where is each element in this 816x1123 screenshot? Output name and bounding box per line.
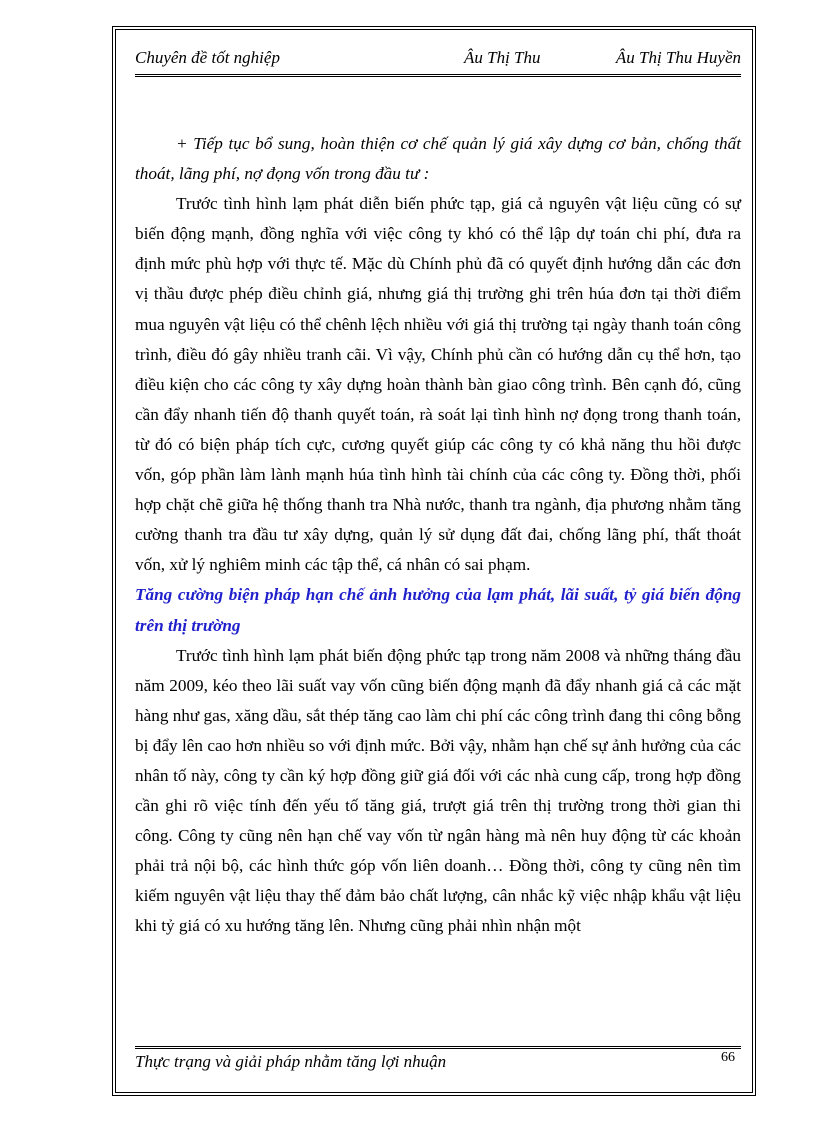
header-left: Chuyên đề tốt nghiệp bbox=[135, 48, 280, 67]
body-paragraph: Trước tình hình lạm phát biến động phức tạp trong năm 2008 và những tháng đầu năm 2009, kéo theo lãi suất vay vốn cũng biến động mạnh đã đẩy nhanh giá cả các mặt hàng như gas, xăng dầu, sắt thép tăng cao làm chi phí các công trình đang thi công bỗng bị đẩy lên cao hơn nhiều so với định mức. Bởi vậy, nhằm hạn chế sự ảnh hưởng của các nhân tố này, công ty cần ký hợp đồng giữ giá đối với các nhà cung cấp, trong hợp đồng cần ghi rõ việc tính đến yếu tố tăng giá, trượt giá trên thị trường trong thời gian thi công. Công ty cũng nên hạn chế vay vốn từ ngân hàng mà nên huy động từ các khoản phải trả nội bộ, các hình thức góp vốn liên doanh… Đồng thời, công ty cũng nên tìm kiếm nguyên vật liệu thay thế đảm bảo chất lượng, cân nhắc kỹ việc nhập khẩu vật liệu khi tỷ giá có xu hướng tăng lên. Nhưng cũng phải nhìn nhận một bbox=[135, 645, 741, 936]
header-author: Âu Thị Thu bbox=[464, 48, 541, 67]
intro-paragraph: + Tiếp tục bổ sung, hoàn thiện cơ chế quản lý giá xây dựng cơ bản, chống thất thoát, lãng phí, nợ đọng vốn trong đầu tư : bbox=[135, 134, 741, 184]
section-heading: Tăng cường biện pháp hạn chế ảnh hưởng của lạm phát, lãi suất, tỷ giá biến động trên thị trường bbox=[135, 585, 741, 635]
document-body bbox=[135, 129, 741, 942]
header-author-full: Âu Thị Thu Huyền bbox=[615, 48, 741, 67]
header-rule bbox=[135, 74, 741, 77]
body-paragraph: Trước tình hình lạm phát diễn biến phức tạp, giá cả nguyên vật liệu cũng có sự biến động mạnh, đồng nghĩa với việc công ty khó có thể lập dự toán chi phí, đưa ra định mức phù hợp với thực tế. Mặc dù Chính phủ đã có quyết định hướng dẫn các đơn vị thầu được phép điều chỉnh giá, nhưng giá thị trường ghi trên húa đơn tại thời điểm mua nguyên vật liệu có thể chênh lệch nhiều với giá thị trường tại ngày thanh toán công trình, điều đó gây nhiều tranh cãi. Vì vậy, Chính phủ cần có hướng dẫn cụ thể hơn, tạo điều kiện cho các công ty xây dựng hoàn thành bàn giao công trình. Bên cạnh đó, cũng cần đẩy nhanh tiến độ thanh quyết toán, rà soát lại tình hình nợ đọng trong thanh toán, từ đó có biện pháp tích cực, cương quyết giúp các công ty có khả năng thu hồi được vốn, góp phần làm lành mạnh húa tình hình tài chính của các công ty. Đồng thời, phối hợp chặt chẽ giữa hệ thống thanh tra Nhà nước, thanh tra ngành, địa phương nhằm tăng cường thanh tra đầu tư xây dựng, quản lý sử dụng đất đai, chống lãng phí, thất thoát vốn, xử lý nghiêm minh các tập thể, cá nhân có sai phạm. bbox=[135, 194, 741, 575]
footer-rule bbox=[135, 1046, 741, 1049]
page-number: 66 bbox=[721, 1050, 735, 1065]
footer-title: Thực trạng và giải pháp nhằm tăng lợi nhuận bbox=[135, 1052, 447, 1071]
page-header bbox=[135, 48, 741, 72]
